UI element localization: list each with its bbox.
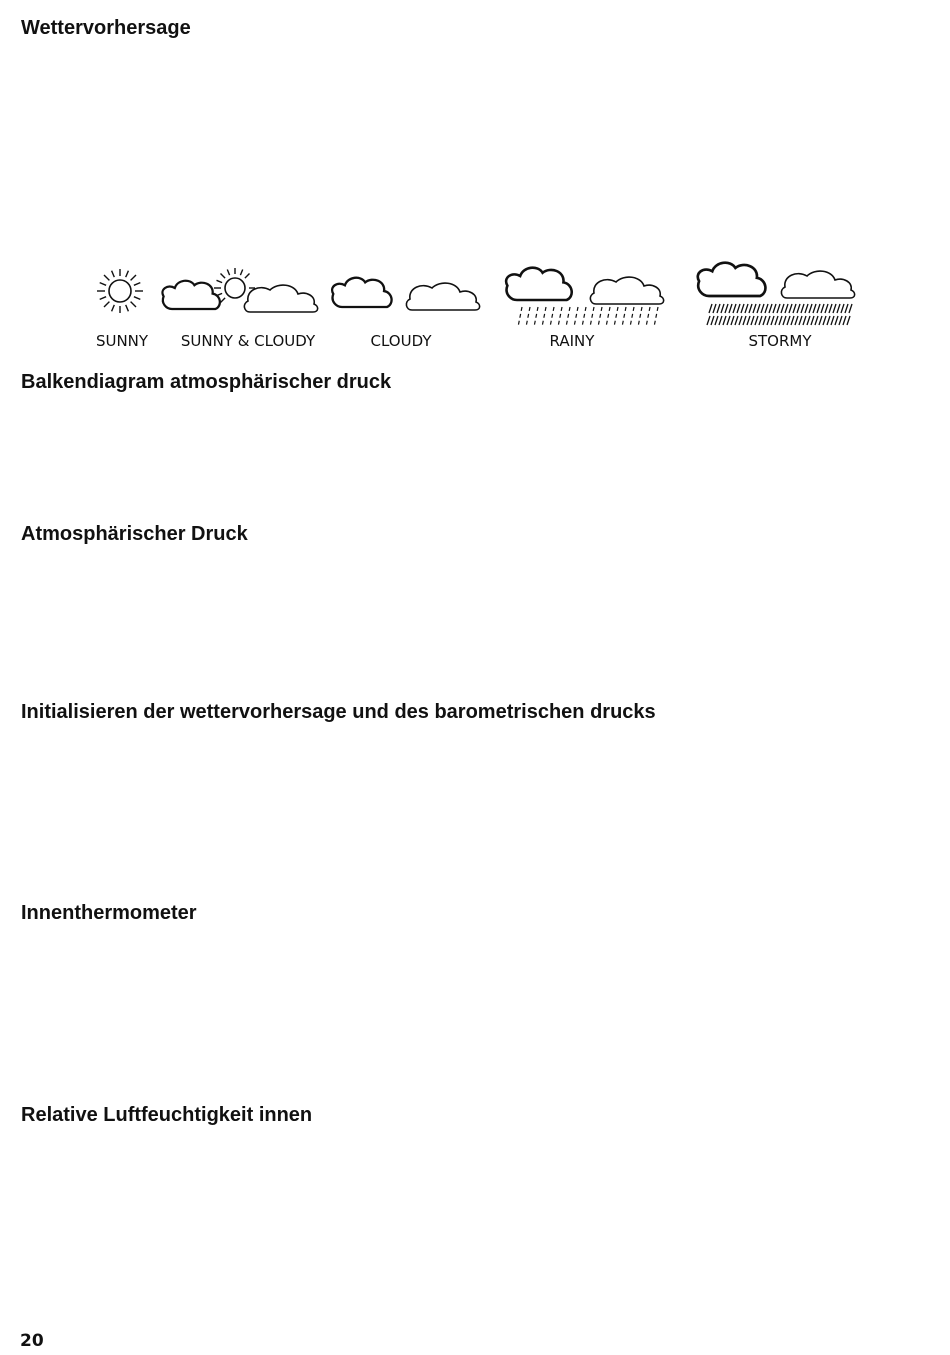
weather-label-rainy: RAINY xyxy=(549,332,595,350)
weather-icons-row xyxy=(0,255,950,340)
section-heading-thermometer: Innenthermometer xyxy=(21,902,197,924)
section-heading-bar-chart: Balkendiagram atmosphärischer druck xyxy=(21,371,392,393)
sun-cloud-icon xyxy=(162,268,317,312)
section-heading-humidity: Relative Luftfeuchtigkeit innen xyxy=(21,1104,313,1126)
weather-label-cloudy: CLOUDY xyxy=(370,332,432,350)
sun-icon xyxy=(97,269,143,313)
page-number: 20 xyxy=(20,1331,44,1351)
weather-label-stormy: STORMY xyxy=(748,332,812,350)
cloud-icon xyxy=(332,278,479,310)
rain-cloud-icon xyxy=(506,268,664,327)
section-heading-init: Initialisieren der wettervorhersage und des barometrischen drucks xyxy=(21,701,656,723)
weather-label-sunny-cloudy: SUNNY & CLOUDY xyxy=(180,332,316,350)
section-heading-forecast: Wettervorhersage xyxy=(21,17,191,39)
section-heading-pressure: Atmosphärischer Druck xyxy=(21,523,248,545)
storm-cloud-icon xyxy=(698,263,855,325)
weather-label-sunny: SUNNY xyxy=(95,332,149,350)
